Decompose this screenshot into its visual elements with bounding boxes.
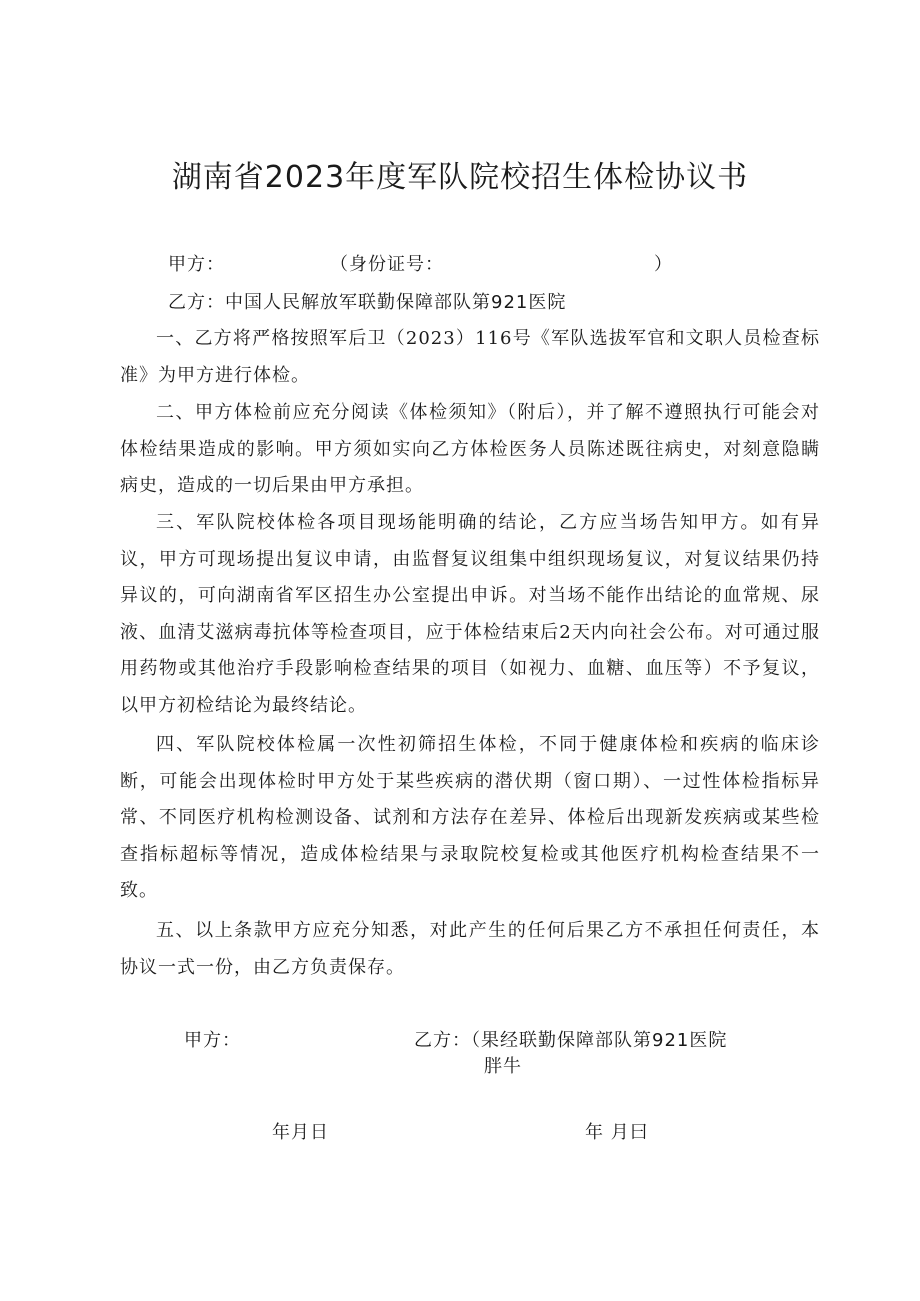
document-title: 湖南省2023年度军队院校招生体检协议书 [171, 160, 749, 195]
date-party-a: 年月日 [272, 1122, 329, 1143]
clause-1: 一、乙方将严格按照军后卫（2023）116号《军队选拔军官和文职人员检查标准》为甲方进行体检。 [120, 328, 820, 386]
party-b-line: 乙方：中国人民解放军联勤保障部队第921医院 [168, 292, 567, 313]
clause-3: 三、军队院校体检各项目现场能明确的结论，乙方应当场告知甲方。如有异议，甲方可现场提出复议申请，由监督复议组集中组织现场复议，对复议结果仍持异议的，可向湖南省军区招生办公室提出申诉。对当场不能作出结论的血常规、尿液、血清艾滋病毒抗体等检查项目，应于体检结束后2天内向社会公布。对可通过服用药物或其他治疗手段影响检查结果的项目（如视力、血糖、血压等）不予复议，以甲方初检结论为最终结论。 [120, 512, 820, 716]
signature-party-b-continued: 胖牛 [484, 1056, 522, 1077]
clause-4: 四、军队院校体检属一次性初筛招生体检，不同于健康体检和疾病的临床诊断，可能会出现体检时甲方处于某些疾病的潜伏期（窗口期）、一过性体检指标异常、不同医疗机构检测设备、试剂和方法存在差异、体检后出现新发疾病或某些检查指标超标等情况，造成体检结果与录取院校复检或其他医疗机构检查结果不一致。 [120, 734, 820, 901]
signature-party-a: 甲方： [184, 1030, 241, 1051]
clause-2: 二、甲方体检前应充分阅读《体检须知》（附后），并了解不遵照执行可能会对体检结果造成的影响。甲方须如实向乙方体检医务人员陈述既往病史，对刻意隐瞒病史，造成的一切后果由甲方承担。 [120, 402, 820, 496]
id-number-label: （身份证号： [330, 254, 444, 275]
party-a-label: 甲方： [168, 254, 225, 275]
clause-5: 五、以上条款甲方应充分知悉，对此产生的任何后果乙方不承担任何责任，本协议一式一份，由乙方负责保存。 [120, 920, 820, 978]
signature-party-b: 乙方：（果经联勤保障部队第921医院 [414, 1030, 728, 1051]
id-number-close: ） [654, 254, 673, 275]
date-party-b: 年 月曰 [585, 1122, 649, 1143]
